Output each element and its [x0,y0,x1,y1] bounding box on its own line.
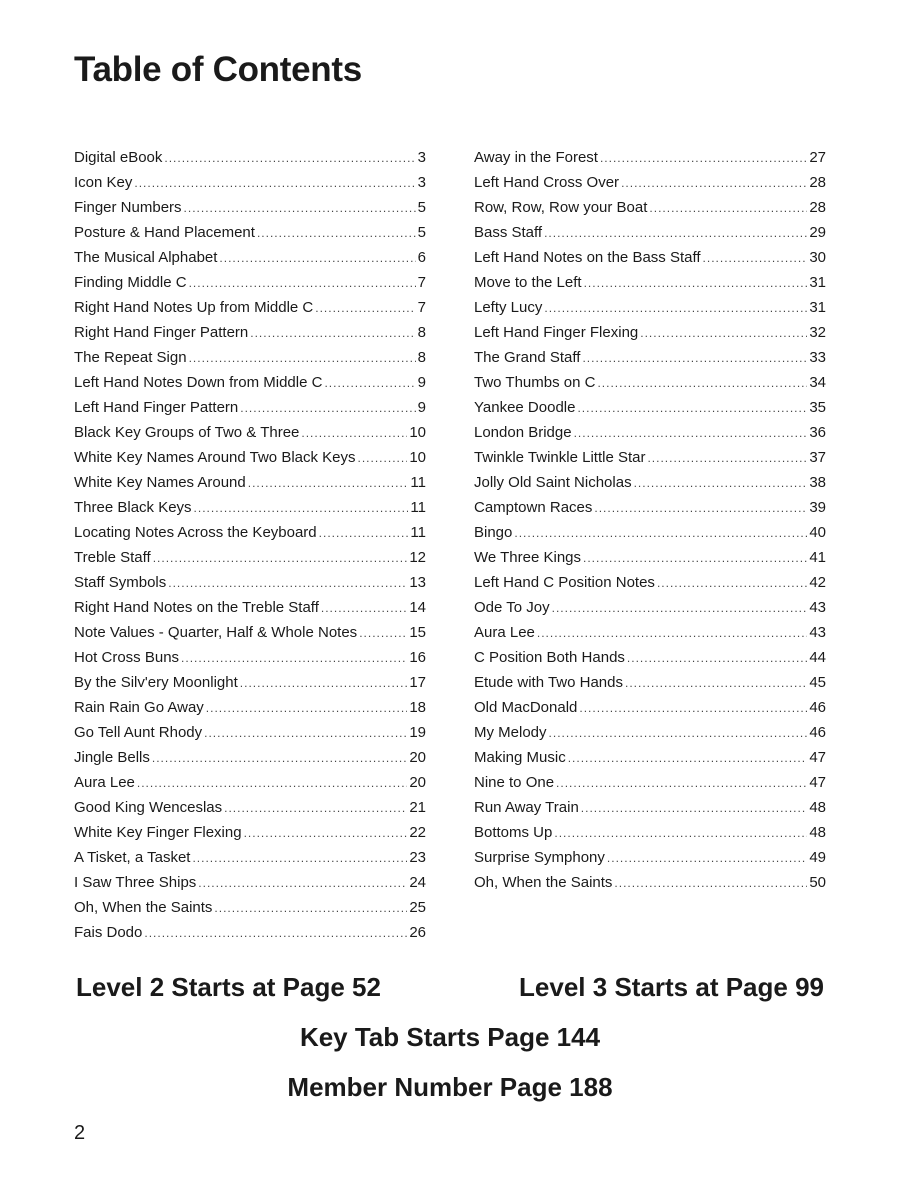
toc-entry-title: Treble Staff [74,549,151,566]
dot-leader [206,696,408,721]
dot-leader [134,171,415,196]
toc-entry-title: Jolly Old Saint Nicholas [474,474,632,491]
dot-leader [248,471,409,496]
toc-entry-title: C Position Both Hands [474,649,625,666]
dot-leader [358,446,408,471]
toc-entry-page: 48 [809,799,826,816]
toc-entry-page: 34 [809,374,826,391]
dot-leader [614,871,807,896]
toc-entry-title: Old MacDonald [474,699,578,716]
toc-entry-title: White Key Names Around Two Black Keys [74,449,356,466]
key-tab-start-note: Key Tab Starts Page 144 [299,1022,601,1052]
dot-leader [319,521,409,546]
toc-entry-page: 5 [417,224,426,241]
toc-entry [474,520,826,545]
page-number: 2 [74,1122,86,1144]
toc-entry-title: I Saw Three Ships [74,874,197,891]
toc-entry-title: Etude with Two Hands [474,674,623,691]
toc-entry [74,820,426,845]
toc-entry [74,345,426,370]
toc-entry-page: 31 [809,274,826,291]
toc-entry-page: 32 [809,324,826,341]
dot-leader [640,321,807,346]
toc-entry [474,395,826,420]
toc-entry [74,495,426,520]
dot-leader [219,246,415,271]
toc-entry-page: 11 [410,499,426,516]
toc-entry-title: Run Away Train [474,799,579,816]
dot-leader [321,596,407,621]
dot-leader [144,921,407,946]
toc-entry [74,245,426,270]
toc-entry [474,445,826,470]
toc-entry [474,670,826,695]
toc-entry-title: Row, Row, Row your Boat [474,199,648,216]
toc-entry [74,370,426,395]
dot-leader [649,196,807,221]
toc-entry [474,720,826,745]
toc-entry-title: Nine to One [474,774,555,791]
toc-entry-title: Camptown Races [474,499,593,516]
dot-leader [647,446,807,471]
toc-entry-title: Aura Lee [474,624,535,641]
toc-entry-page: 25 [409,899,426,916]
toc-entry-page: 30 [809,249,826,266]
toc-entry-page: 42 [809,574,826,591]
toc-entry-page: 21 [409,799,426,816]
toc-entry [74,870,426,895]
toc-entry-page: 43 [809,624,826,641]
toc-entry [74,770,426,795]
toc-entry-page: 9 [417,374,426,391]
dot-leader [634,471,808,496]
toc-entry-title: Finding Middle C [74,274,187,291]
dot-leader [514,521,807,546]
dot-leader [544,296,807,321]
toc-entry-title: Digital eBook [74,149,163,166]
toc-entry-page: 29 [809,224,826,241]
toc-entry-title: Hot Cross Buns [74,649,180,666]
dot-leader [244,821,408,846]
toc-entry-page: 36 [809,424,826,441]
toc-entry-title: Fais Dodo [74,924,143,941]
toc-entry-page: 3 [417,174,426,191]
toc-entry-page: 17 [409,674,426,691]
toc-entry [74,295,426,320]
toc-entry [474,645,826,670]
toc-entry-title: Jingle Bells [74,749,150,766]
toc-entry-page: 47 [809,749,826,766]
dot-leader [597,371,807,396]
toc-entry-title: Right Hand Finger Pattern [74,324,249,341]
toc-entry-page: 24 [409,874,426,891]
toc-entry [74,320,426,345]
toc-entry-title: Making Music [474,749,566,766]
toc-entry-page: 11 [410,524,426,541]
dot-leader [582,346,807,371]
toc-entry-title: Left Hand Notes on the Bass Staff [474,249,701,266]
toc-entry-page: 14 [409,599,426,616]
dot-leader [152,746,407,771]
toc-entry-title: Go Tell Aunt Rhody [74,724,203,741]
toc-entry [474,220,826,245]
toc-entry [474,320,826,345]
toc-entry-title: Good King Wenceslas [74,799,223,816]
toc-entry-page: 7 [417,299,426,316]
dot-leader [537,621,807,646]
toc-entry-page: 8 [417,324,426,341]
toc-entry-page: 9 [417,399,426,416]
toc-entry-title: A Tisket, a Tasket [74,849,191,866]
level3-start-note: Level 3 Starts at Page 99 [519,972,824,1002]
toc-entry-page: 33 [809,349,826,366]
toc-entry-title: The Musical Alphabet [74,249,218,266]
toc-entry-page: 3 [417,149,426,166]
toc-entry-title: Note Values - Quarter, Half & Whole Notes [74,624,358,641]
toc-entry-page: 28 [809,174,826,191]
toc-entry [474,195,826,220]
toc-entry [74,395,426,420]
toc-entry [74,895,426,920]
toc-entry [474,820,826,845]
toc-entry [474,845,826,870]
toc-entry-title: Three Black Keys [74,499,192,516]
dot-leader [581,796,808,821]
toc-left-column [74,145,426,945]
toc-entry-page: 26 [409,924,426,941]
toc-entry [74,745,426,770]
toc-entry-title: Black Key Groups of Two & Three [74,424,300,441]
toc-entry-page: 41 [809,549,826,566]
toc-right-column [474,145,826,895]
dot-leader [600,146,807,171]
toc-entry [474,270,826,295]
toc-entry-title: Icon Key [74,174,133,191]
toc-entry-page: 15 [409,624,426,641]
dot-leader [594,496,807,521]
dot-leader [359,621,407,646]
dot-leader [204,721,407,746]
toc-entry [74,695,426,720]
toc-entry [74,920,426,945]
toc-entry-page: 19 [409,724,426,741]
dot-leader [324,371,415,396]
toc-entry [474,420,826,445]
toc-entry-title: Left Hand Finger Pattern [74,399,239,416]
dot-leader [584,271,808,296]
toc-entry-page: 10 [409,424,426,441]
dot-leader [552,596,808,621]
toc-entry [474,470,826,495]
toc-entry [74,720,426,745]
dot-leader [164,146,415,171]
toc-entry-page: 39 [809,499,826,516]
toc-entry [74,145,426,170]
toc-entry-page: 38 [809,474,826,491]
toc-entry [474,170,826,195]
toc-entry-page: 45 [809,674,826,691]
toc-entry-page: 12 [409,549,426,566]
dot-leader [184,196,416,221]
toc-entry [74,220,426,245]
dot-leader [194,496,409,521]
toc-entry [474,870,826,895]
toc-entry [74,470,426,495]
toc-entry-title: Bass Staff [474,224,543,241]
toc-entry-title: Ode To Joy [474,599,550,616]
toc-entry-title: Left Hand Finger Flexing [474,324,639,341]
toc-entry-title: Bottoms Up [474,824,553,841]
toc-entry-title: Away in the Forest [474,149,598,166]
toc-entry-title: White Key Finger Flexing [74,824,242,841]
page-title: Table of Contents [74,50,362,89]
dot-leader [153,546,408,571]
toc-entry-page: 22 [409,824,426,841]
toc-entry-title: Surprise Symphony [474,849,605,866]
toc-entry-title: London Bridge [474,424,572,441]
toc-entry [74,620,426,645]
dot-leader [315,296,415,321]
dot-leader [301,421,407,446]
toc-entry [474,595,826,620]
dot-leader [257,221,416,246]
toc-entry-title: Twinkle Twinkle Little Star [474,449,646,466]
toc-entry [474,345,826,370]
toc-entry [74,845,426,870]
toc-entry [474,570,826,595]
toc-entry-title: Aura Lee [74,774,135,791]
toc-entry [74,595,426,620]
toc-entry-title: Lefty Lucy [474,299,543,316]
toc-entry [474,795,826,820]
toc-entry [474,295,826,320]
toc-entry-title: The Grand Staff [474,349,581,366]
toc-entry [74,570,426,595]
dot-leader [703,246,808,271]
toc-entry [474,745,826,770]
toc-entry-page: 50 [809,874,826,891]
toc-entry-title: Posture & Hand Placement [74,224,255,241]
toc-entry-title: Right Hand Notes Up from Middle C [74,299,314,316]
toc-entry-page: 28 [809,199,826,216]
toc-entry-page: 48 [809,824,826,841]
toc-entry-page: 46 [809,699,826,716]
toc-entry [74,670,426,695]
toc-entry [74,270,426,295]
toc-entry [74,645,426,670]
toc-entry-page: 37 [809,449,826,466]
toc-entry-page: 20 [409,749,426,766]
toc-entry [474,495,826,520]
dot-leader [577,396,807,421]
toc-entry [474,545,826,570]
dot-leader [250,321,415,346]
toc-entry [474,145,826,170]
toc-entry-page: 11 [410,474,426,491]
toc-entry-page: 35 [809,399,826,416]
level2-start-note: Level 2 Starts at Page 52 [76,972,381,1002]
dot-leader [607,846,807,871]
toc-entry-page: 8 [417,349,426,366]
dot-leader [189,271,416,296]
toc-entry-title: Left Hand C Position Notes [474,574,655,591]
toc-entry-page: 27 [809,149,826,166]
toc-entry [474,770,826,795]
toc-entry-title: Locating Notes Across the Keyboard [74,524,317,541]
toc-entry [474,620,826,645]
toc-entry-title: White Key Names Around [74,474,246,491]
dot-leader [549,721,808,746]
dot-leader [627,646,807,671]
toc-entry-page: 49 [809,849,826,866]
dot-leader [625,671,807,696]
toc-entry-title: The Repeat Sign [74,349,187,366]
toc-entry [474,695,826,720]
toc-entry-page: 6 [417,249,426,266]
toc-entry-title: Staff Symbols [74,574,167,591]
toc-entry [74,795,426,820]
toc-entry-title: Oh, When the Saints [474,874,613,891]
toc-entry-title: Bingo [474,524,513,541]
toc-entry-page: 13 [409,574,426,591]
dot-leader [574,421,808,446]
toc-entry [74,520,426,545]
dot-leader [192,846,407,871]
toc-entry-page: 10 [409,449,426,466]
toc-entry [74,195,426,220]
toc-entry-page: 44 [809,649,826,666]
toc-entry [74,445,426,470]
dot-leader [181,646,407,671]
toc-entry-page: 20 [409,774,426,791]
dot-leader [240,396,415,421]
dot-leader [556,771,807,796]
toc-entry-page: 46 [809,724,826,741]
dot-leader [544,221,807,246]
dot-leader [579,696,807,721]
dot-leader [583,546,807,571]
toc-entry-page: 5 [417,199,426,216]
toc-entry-page: 16 [409,649,426,666]
toc-entry-title: We Three Kings [474,549,581,566]
dot-leader [621,171,807,196]
toc-entry-page: 47 [809,774,826,791]
toc-entry [474,245,826,270]
dot-leader [568,746,808,771]
toc-entry-title: Yankee Doodle [474,399,576,416]
dot-leader [554,821,807,846]
toc-entry-page: 23 [409,849,426,866]
dot-leader [137,771,407,796]
toc-entry-title: Rain Rain Go Away [74,699,204,716]
toc-entry-page: 40 [809,524,826,541]
toc-entry [74,170,426,195]
dot-leader [657,571,807,596]
toc-entry-page: 31 [809,299,826,316]
toc-entry-page: 7 [417,274,426,291]
toc-entry-title: My Melody [474,724,547,741]
toc-entry [474,370,826,395]
toc-entry-page: 43 [809,599,826,616]
dot-leader [224,796,407,821]
toc-entry-title: Two Thumbs on C [474,374,596,391]
toc-entry-title: Oh, When the Saints [74,899,213,916]
toc-entry-title: Left Hand Cross Over [474,174,620,191]
toc-entry [74,545,426,570]
dot-leader [189,346,416,371]
toc-entry-title: By the Silv'ery Moonlight [74,674,238,691]
toc-entry-title: Right Hand Notes on the Treble Staff [74,599,319,616]
dot-leader [214,896,407,921]
toc-entry-title: Finger Numbers [74,199,182,216]
toc-entry-title: Left Hand Notes Down from Middle C [74,374,323,391]
toc-entry-title: Move to the Left [474,274,582,291]
dot-leader [198,871,407,896]
dot-leader [168,571,407,596]
member-number-note: Member Number Page 188 [287,1072,613,1102]
toc-entry-page: 18 [409,699,426,716]
dot-leader [240,671,408,696]
toc-entry [74,420,426,445]
